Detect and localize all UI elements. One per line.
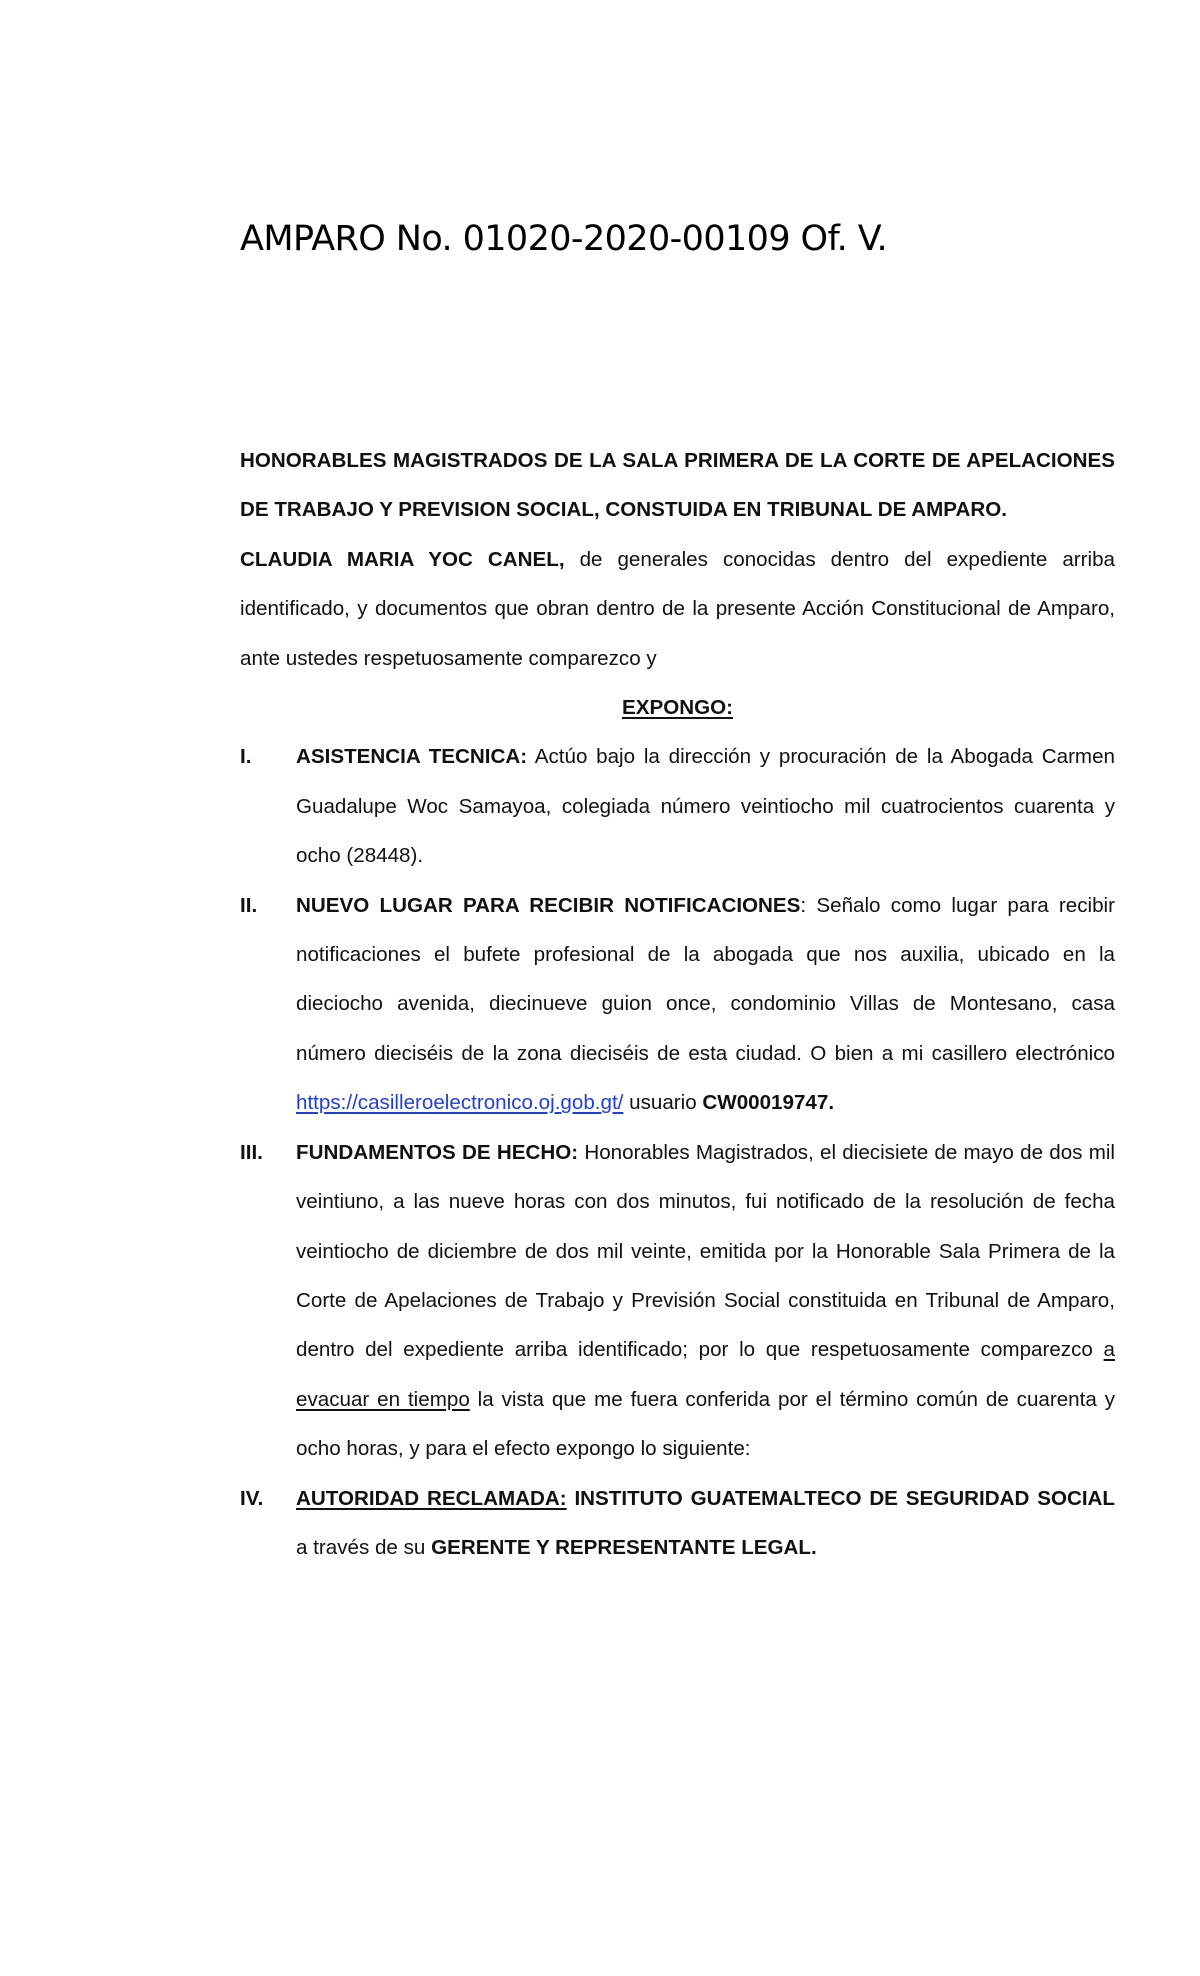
item-body: Actúo bajo la dirección y procuración de la Abogada Carmen Guadalupe Woc Samayoa, colegiada número veintiocho mil cuatrocientos cuarenta y ocho (28448). bbox=[296, 745, 1115, 868]
list-item-notifications bbox=[240, 881, 1115, 1128]
section-heading: EXPONGO: bbox=[622, 696, 733, 720]
intro-paragraph bbox=[240, 535, 1115, 683]
list-item-facts bbox=[240, 1128, 1115, 1474]
item-text bbox=[296, 1128, 1115, 1474]
addressee: HONORABLES MAGISTRADOS DE LA SALA PRIMERA DE LA CORTE DE APELACIONES DE TRABAJO Y PREVISION SOCIAL, CONSTUIDA EN TRIBUNAL DE AMPARO. bbox=[240, 449, 1115, 522]
underlined-phrase: a evacuar en tiempo bbox=[296, 1338, 1115, 1411]
item-label: AUTORIDAD RECLAMADA: bbox=[296, 1486, 567, 1510]
item-numeral: IV. bbox=[240, 1486, 264, 1510]
item-numeral: II. bbox=[240, 893, 258, 917]
item-label: FUNDAMENTOS DE HECHO: bbox=[296, 1140, 579, 1164]
authority-representative: GERENTE Y REPRESENTANTE LEGAL. bbox=[431, 1535, 817, 1559]
intro-text: de generales conocidas dentro del expediente arriba identificado, y documentos que obran dentro de la presente Acción Constitucional de Amparo, ante ustedes respetuosamente comparezco y bbox=[240, 547, 1115, 670]
item-body: a través de su bbox=[296, 1535, 432, 1559]
item-label: ASISTENCIA TECNICA: bbox=[296, 745, 528, 769]
authority-name: INSTITUTO GUATEMALTECO DE SEGURIDAD SOCIAL bbox=[566, 1486, 1116, 1510]
list-item-technical-assistance bbox=[240, 732, 1115, 880]
item-body: Honorables Magistrados, el diecisiete de mayo de dos mil veintiuno, a las nueve horas con dos minutos, fui notificado de la resolución de fecha veintiocho de diciembre de dos mil veinte, emitida por la Honorable Sala Primera de la Corte de Apelaciones de Trabajo y Previsión Social constituida en Tribunal de Amparo, dentro del expediente arriba identificado; por lo que respetuosamente comparezco bbox=[296, 1140, 1115, 1362]
item-body: : Señalo como lugar para recibir notificaciones el bufete profesional de la abogada que nos auxilia, ubicado en la dieciocho avenida, diecinueve guion once, condominio Villas de Montesano, casa número dieciséis de la zona dieciséis de esta ciudad. O bien a mi casillero electrónico bbox=[296, 893, 1115, 1065]
item-numeral: III. bbox=[240, 1140, 263, 1164]
item-text bbox=[296, 732, 1115, 880]
petitioner-name: CLAUDIA MARIA YOC CANEL, bbox=[240, 547, 565, 571]
document-body bbox=[240, 436, 1115, 1572]
case-title: AMPARO No. 01020-2020-00109 Of. V. bbox=[240, 219, 888, 259]
user-code: CW00019747. bbox=[702, 1091, 835, 1115]
list-item-authority bbox=[240, 1474, 1115, 1573]
casillero-link[interactable]: https://casilleroelectronico.oj.gob.gt/ bbox=[296, 1091, 624, 1115]
item-label: NUEVO LUGAR PARA RECIBIR NOTIFICACIONES bbox=[296, 893, 801, 917]
item-numeral: I. bbox=[240, 745, 252, 769]
item-body-after-link: usuario bbox=[623, 1091, 703, 1115]
item-text bbox=[296, 1474, 1115, 1573]
item-text bbox=[296, 881, 1115, 1128]
item-body-end: la vista que me fuera conferida por el término común de cuarenta y ocho horas, y para el efecto expongo lo siguiente: bbox=[296, 1387, 1116, 1461]
